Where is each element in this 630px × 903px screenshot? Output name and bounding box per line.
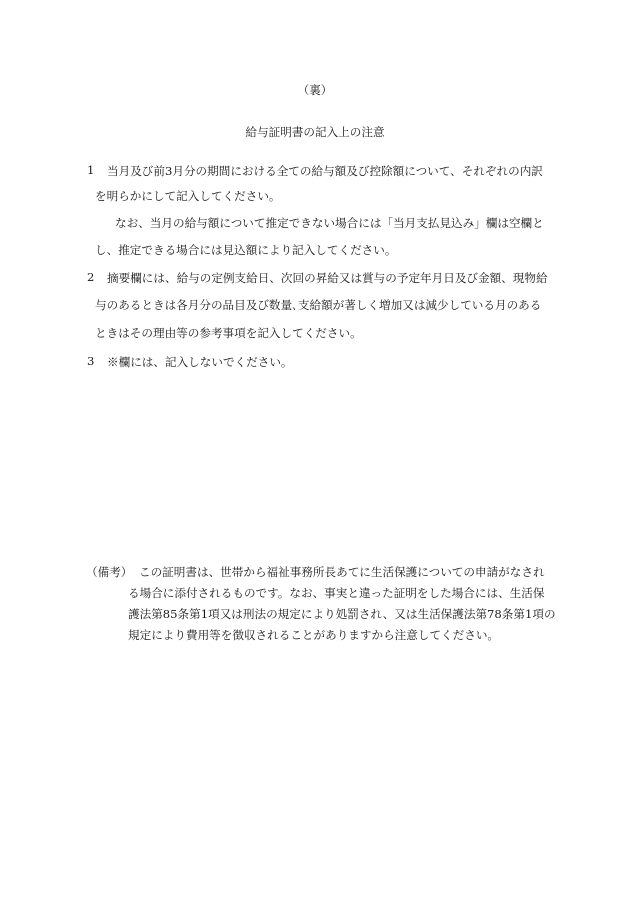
note-number: 1 (87, 163, 95, 177)
remarks-line: 規定により費用等を徴収されることがありますから注意してください。 (128, 628, 500, 642)
note-line: ときはその理由等の参考事項を記入してください。 (95, 326, 362, 340)
note-number: 2 (87, 270, 95, 284)
page-title: 給与証明書の記入上の注意 (245, 125, 385, 139)
remarks-line: 護法第85条第1項又は刑法の規定により処罰され、又は生活保護法第78条第1項の (128, 607, 556, 621)
note-number: 3 (87, 354, 95, 368)
note-line: なお、当月の給与額について推定できない場合には「当月支払見込み」欄は空欄と (115, 216, 544, 230)
note-line: を明らかにして記入してください。 (95, 189, 281, 203)
note-line: 与のあるときは各月分の品目及び数量､支給額が著しく増加又は減少している月のある (95, 298, 542, 312)
note-line: 摘要欄には、給与の定例支給日、次回の昇給又は賞与の予定年月日及び金額、現物給 (107, 271, 548, 285)
remarks-line: この証明書は、世帯から福祉事務所長あてに生活保護についての申請がなされ (139, 565, 545, 579)
remarks-label: （備考） (86, 565, 133, 579)
note-line: し、推定できる場合には見込額により記入してください。 (95, 243, 397, 257)
note-line: 当月及び前3月分の期間における全ての給与額及び控除額について、それぞれの内訳 (107, 164, 543, 178)
remarks-line: る場合に添付されるものです。なお、事実と違った証明をした場合には、生活保 (128, 586, 545, 600)
back-side-mark: （裏） (297, 83, 333, 97)
note-line: ※欄には、記入しないでください。 (107, 355, 293, 369)
